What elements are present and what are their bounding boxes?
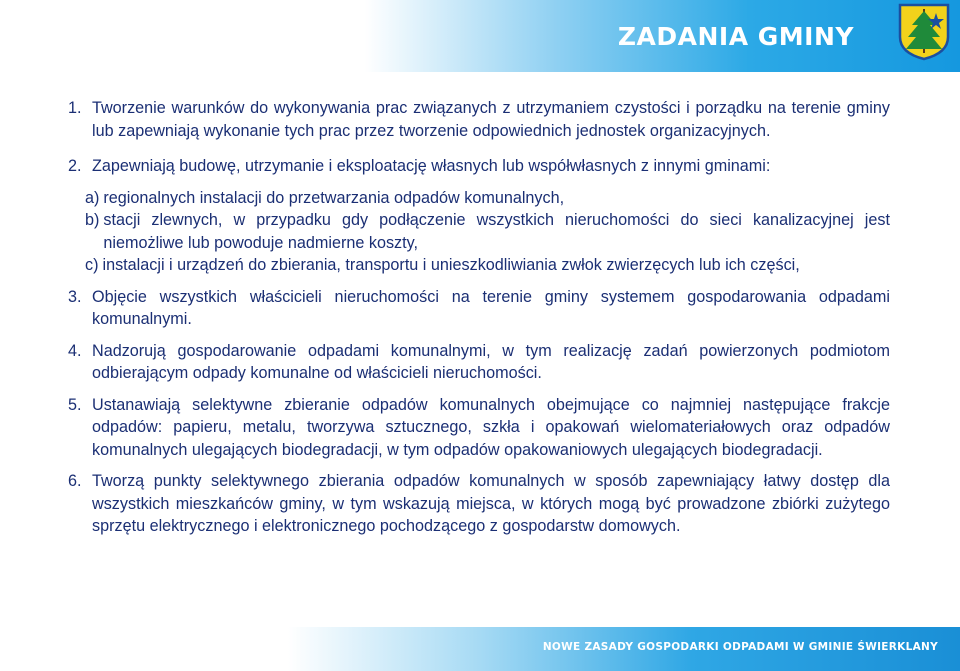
task-item-4 <box>68 340 890 385</box>
task-text: Tworzą punkty selektywnego zbierania odpadów komunalnych w sposób zapewniający łatwy dostęp dla wszystkich mieszkańców gminy, w tym wskazują miejsca, w których mogą być prowadzone zbiórki zużytego sprzętu elektrycznego i elektronicznego pochodzącego z gospodarstw domowych. <box>92 472 890 535</box>
subitem-b <box>85 209 890 254</box>
task-number: 6. <box>68 472 82 490</box>
task-number: 2. <box>68 157 82 175</box>
task-text: Tworzenie warunków do wykonywania prac związanych z utrzymaniem czystości i porządku na terenie gminy lub zapewniają wykonanie tych prac przez tworzenie odpowiednich jednostek organizacyjnych. <box>92 99 890 140</box>
task-text: Objęcie wszystkich właścicieli nieruchomości na terenie gminy systemem gospodarowania odpadami komunalnymi. <box>92 287 890 328</box>
task-2-subitems <box>85 187 890 277</box>
subitem-text: stacji zlewnych, w przypadku gdy podłączenie wszystkich nieruchomości do sieci kanalizacyjnej jest niemożliwe lub powoduje nadmierne koszty, <box>103 211 890 252</box>
subitem-text: regionalnych instalacji do przetwarzania odpadów komunalnych, <box>103 188 565 207</box>
task-item-3 <box>68 286 890 331</box>
task-number: 1. <box>68 99 82 117</box>
subitem-label: b) <box>85 211 100 229</box>
subitem-label: c) <box>85 256 99 274</box>
footer-caption: NOWE ZASADY GOSPODARKI ODPADAMI W GMINIE ŚWIERKLANY <box>542 641 938 653</box>
task-item-1 <box>68 97 890 142</box>
subitem-c <box>85 254 890 277</box>
task-number: 3. <box>68 287 82 306</box>
task-item-5 <box>68 394 890 462</box>
subitem-label: a) <box>85 188 100 207</box>
coat-of-arms-icon <box>898 3 950 61</box>
task-text: Ustanawiają selektywne zbieranie odpadów komunalnych obejmujące co najmniej następujące frakcje odpadów: papieru, metalu, tworzywa sztucznego, szkła i opakowań wielomateriałowych oraz odpadów komunalnych ulegających biodegradacji, w tym odpadów opakowaniowych ulegających biodegradacji. <box>92 395 890 459</box>
task-number: 4. <box>68 341 82 360</box>
page-title: ZADANIA GMINY <box>617 22 854 51</box>
task-number: 5. <box>68 395 82 414</box>
task-item-6 <box>68 470 890 538</box>
task-text: Nadzorują gospodarowanie odpadami komunalnymi, w tym realizację zadań powierzonych podmiotom odbierającym odpady komunalne od właścicieli nieruchomości. <box>92 341 890 382</box>
tasks-list <box>68 97 890 538</box>
subitem-text: instalacji i urządzeń do zbierania, transportu i unieszkodliwiania zwłok zwierzęcych lub ich części, <box>102 256 800 274</box>
task-item-2 <box>68 155 890 178</box>
subitem-a <box>85 187 890 210</box>
task-text: Zapewniają budowę, utrzymanie i eksploatację własnych lub współwłasnych z innymi gminami: <box>92 157 771 175</box>
